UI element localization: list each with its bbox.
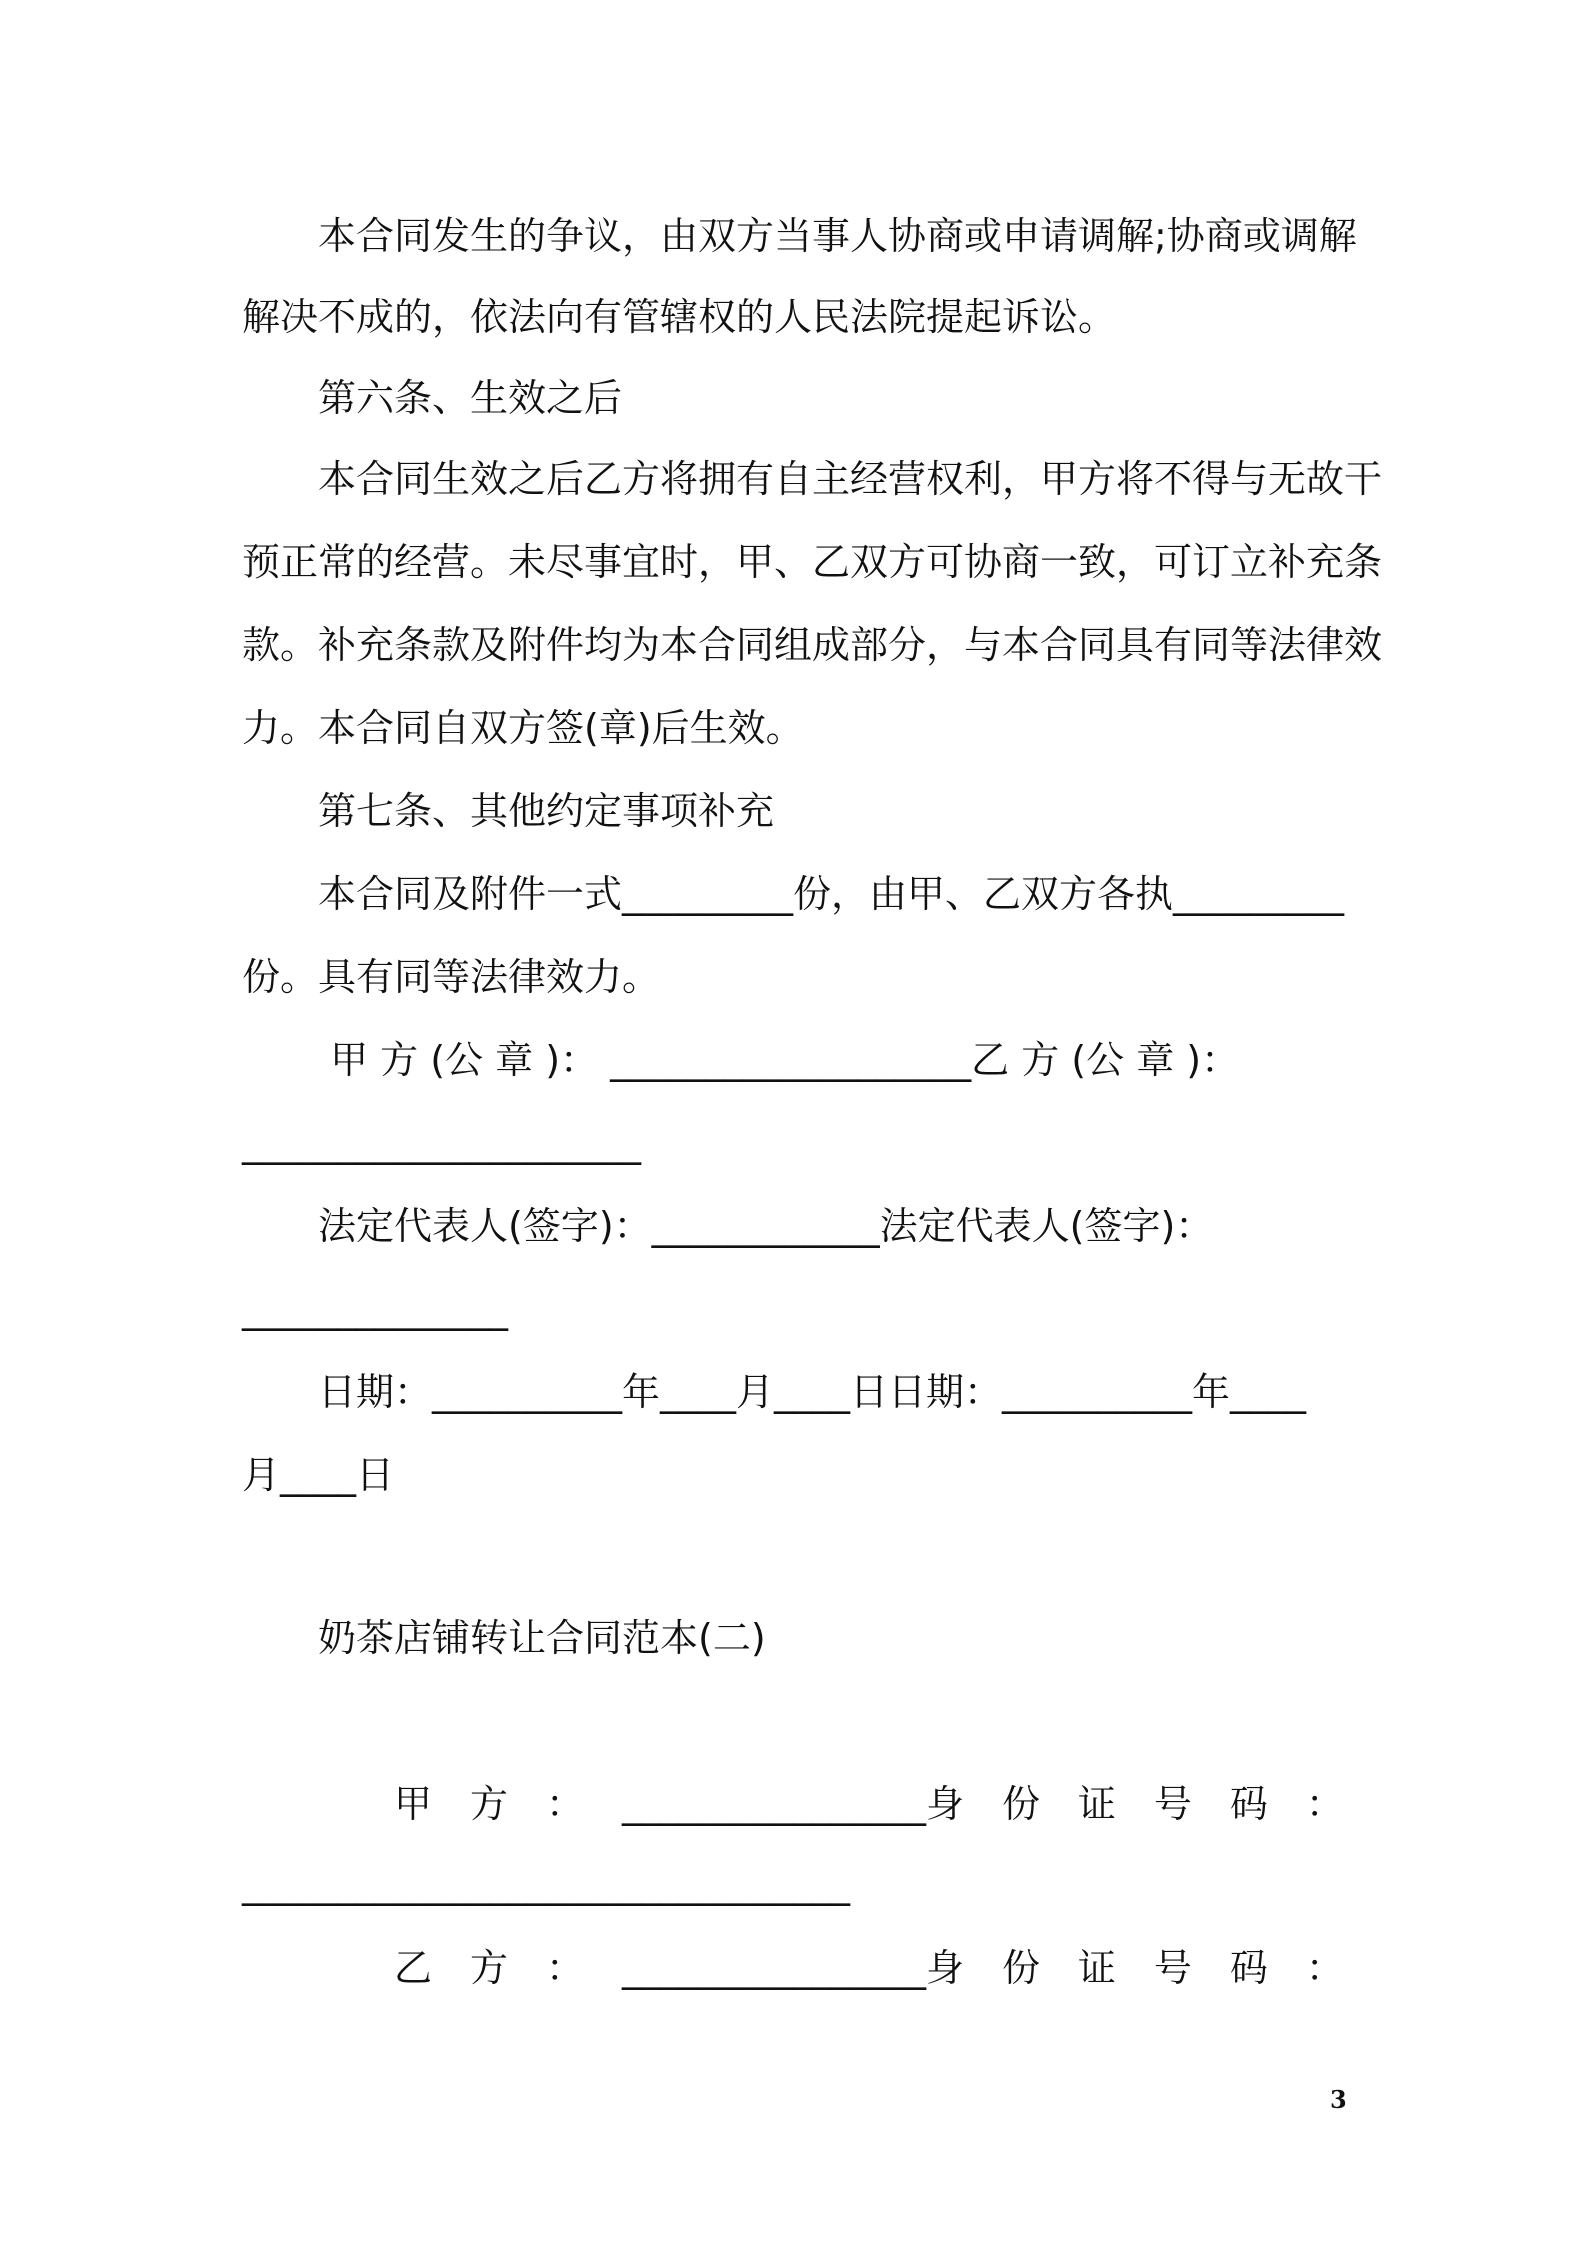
representative-blank: ______________	[242, 1287, 508, 1331]
party-a-part: ________________身	[621, 1782, 964, 1826]
party-b-part: 号	[1153, 1946, 1192, 1990]
representative-line: 法定代表人(签字)：____________法定代表人(签字)：	[242, 1204, 1214, 1248]
seal-blank: _____________________	[242, 1121, 641, 1165]
article-7-line-2: 份。具有同等法律效力。	[242, 955, 661, 999]
party-b-line	[394, 1944, 1344, 1992]
party-b-part: ：	[1305, 1946, 1344, 1990]
party-a-part: 码	[1229, 1782, 1268, 1826]
party-b-part: ：	[545, 1946, 584, 1990]
party-b-part: 乙	[394, 1946, 433, 1990]
article-6-line-1: 本合同生效之后乙方将拥有自主经营权利，甲方将不得与无故干	[242, 457, 1383, 501]
party-a-part: 方	[469, 1782, 508, 1826]
party-a-part: 甲	[394, 1782, 433, 1826]
article-6-line-2: 预正常的经营。未尽事宜时，甲、乙双方可协商一致，可订立补充条	[242, 540, 1383, 584]
party-a-blank: ________________________________	[242, 1862, 850, 1906]
dispute-line-2: 解决不成的，依法向有管辖权的人民法院提起诉讼。	[242, 295, 1117, 339]
party-a-part: 号	[1153, 1782, 1192, 1826]
party-b-part: 证	[1077, 1946, 1116, 1990]
article-6-line-4: 力。本合同自双方签(章)后生效。	[242, 706, 804, 750]
article-7-heading: 第七条、其他约定事项补充	[242, 789, 775, 833]
party-b-part: ________________身	[621, 1946, 964, 1990]
article-6-heading: 第六条、生效之后	[242, 376, 623, 420]
second-contract-title: 奶茶店铺转让合同范本(二)	[242, 1616, 766, 1660]
article-6-line-3: 款。补充条款及附件均为本合同组成部分，与本合同具有同等法律效	[242, 623, 1383, 667]
party-a-line	[394, 1780, 1344, 1828]
seal-line: 甲 方 (公 章 )： ___________________乙 方 (公 章 )：	[242, 1038, 1240, 1082]
party-b-part: 方	[469, 1946, 508, 1990]
article-7-line-1: 本合同及附件一式_________份，由甲、乙双方各执_________	[242, 872, 1345, 916]
party-a-part: 证	[1077, 1782, 1116, 1826]
dispute-line-1: 本合同发生的争议，由双方当事人协商或申请调解;协商或调解	[242, 214, 1357, 258]
date-tail: 月____日	[242, 1453, 395, 1497]
party-a-part: 份	[1001, 1782, 1040, 1826]
party-a-part: ：	[545, 1782, 584, 1826]
party-b-part: 码	[1229, 1946, 1268, 1990]
page-number: 3	[1330, 2085, 1347, 2114]
party-a-part: ：	[1305, 1782, 1344, 1826]
date-line: 日期：__________年____月____日日期：__________年____	[242, 1370, 1307, 1414]
party-b-part: 份	[1001, 1946, 1040, 1990]
